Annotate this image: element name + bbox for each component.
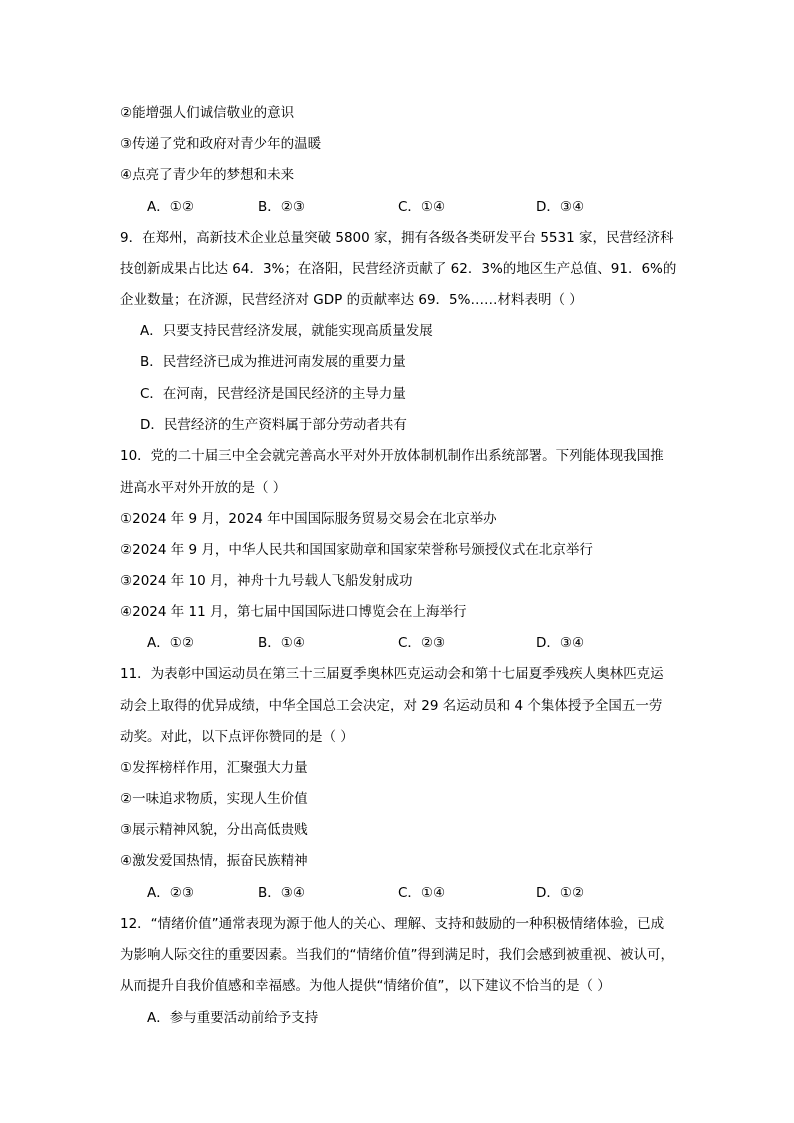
q10-option-b: B．①④ [258, 635, 305, 651]
q9-option-a: A．只要支持民营经济发展，就能实现高质量发展 [140, 323, 433, 339]
q12-stem-line-3: 从而提升自我价值感和幸福感。为他人提供“情绪价值”，以下建议不恰当的是（ ） [120, 978, 611, 994]
q8-item-2: ②能增强人们诚信敬业的意识 [120, 105, 295, 121]
q9-stem-line-1: 9．在郑州，高新技术企业总量突破 5800 家，拥有各级各类研发平台 5531 家，民营经济科 [120, 230, 674, 246]
q9-option-b: B．民营经济已成为推进河南发展的重要力量 [140, 354, 406, 370]
q10-stem-line-2: 进高水平对外开放的是（ ） [120, 480, 287, 496]
q10-item-1: ①2024 年 9 月，2024 年中国国际服务贸易交易会在北京举办 [120, 511, 497, 527]
q11-item-3: ③展示精神风貌，分出高低贵贱 [120, 822, 308, 838]
q12-option-a: A．参与重要活动前给予支持 [147, 1010, 319, 1026]
q10-option-d: D．③④ [536, 635, 585, 651]
q11-stem-line-1: 11．为表彰中国运动员在第三十三届夏季奥林匹克运动会和第十七届夏季残疾人奥林匹克运 [120, 666, 664, 682]
q11-option-c: C．①④ [398, 885, 446, 901]
q10-item-2: ②2024 年 9 月，中华人民共和国国家勋章和国家荣誉称号颁授仪式在北京举行 [120, 542, 593, 558]
q11-option-d: D．①② [536, 885, 585, 901]
q8-item-3: ③传递了党和政府对青少年的温暖 [120, 136, 322, 152]
q8-item-4: ④点亮了青少年的梦想和未来 [120, 167, 295, 183]
q8-option-c: C．①④ [398, 199, 446, 215]
q10-item-4: ④2024 年 11 月，第七届中国国际进口博览会在上海举行 [120, 604, 467, 620]
q8-option-b: B．②③ [258, 199, 305, 215]
q9-stem-line-2: 技创新成果占比达 64．3%；在洛阳，民营经济贡献了 62．3%的地区生产总值、91．6%的 [120, 261, 677, 277]
q10-option-c: C．②③ [398, 635, 446, 651]
q9-option-d: D．民营经济的生产资料属于部分劳动者共有 [140, 417, 407, 433]
q10-stem-line-1: 10．党的二十届三中全会就完善高水平对外开放体制机制作出系统部署。下列能体现我国推 [120, 448, 664, 464]
q9-option-c: C．在河南，民营经济是国民经济的主导力量 [140, 386, 406, 402]
q11-stem-line-3: 动奖。对此，以下点评你赞同的是（ ） [120, 729, 354, 745]
q11-item-1: ①发挥榜样作用，汇聚强大力量 [120, 760, 308, 776]
q11-option-b: B．③④ [258, 885, 305, 901]
q10-option-a: A．①② [147, 635, 194, 651]
q11-option-a: A．②③ [147, 885, 194, 901]
q8-option-d: D．③④ [536, 199, 585, 215]
q12-stem-line-1: 12．“情绪价值”通常表现为源于他人的关心、理解、支持和鼓励的一种积极情绪体验，已成 [120, 916, 665, 932]
q12-stem-line-2: 为影响人际交往的重要因素。当我们的“情绪价值”得到满足时，我们会感到被重视、被认可， [120, 947, 674, 963]
q8-option-a: A．①② [147, 199, 194, 215]
q11-item-4: ④激发爱国热情，振奋民族精神 [120, 853, 308, 869]
q11-item-2: ②一味追求物质，实现人生价值 [120, 791, 308, 807]
q9-stem-line-3: 企业数量；在济源，民营经济对 GDP 的贡献率达 69．5%……材料表明（ ） [120, 292, 583, 308]
q11-stem-line-2: 动会上取得的优异成绩，中华全国总工会决定，对 29 名运动员和 4 个集体授予全国五一劳 [120, 698, 663, 714]
q10-item-3: ③2024 年 10 月，神舟十九号载人飞船发射成功 [120, 573, 413, 589]
